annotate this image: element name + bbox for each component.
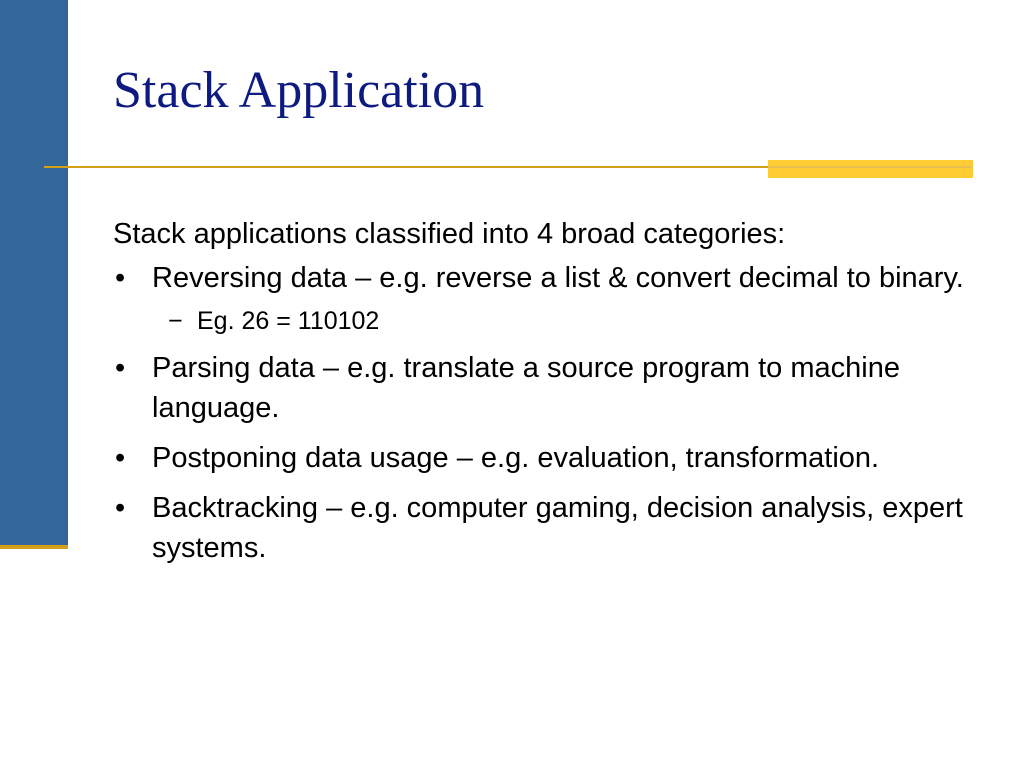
slide-title: Stack Application — [113, 62, 485, 119]
bullet-marker: • — [115, 442, 126, 474]
bullet-marker: • — [115, 262, 126, 294]
bullet-text: Postponing data usage – e.g. evaluation, transformation. — [152, 442, 880, 474]
bullet-text: Parsing data – e.g. translate a source program to machine language. — [152, 352, 900, 424]
bullet-item-postponing — [113, 438, 983, 478]
sub-bullet-marker: − — [168, 307, 183, 335]
bullet-text: Backtracking – e.g. computer gaming, decision analysis, expert systems. — [152, 492, 963, 564]
sub-bullet-text: Eg. 26 = 110102 — [197, 307, 380, 335]
sub-bullet-item-example — [113, 304, 983, 338]
bullet-item-parsing — [113, 348, 983, 428]
bullet-item-reversing — [113, 258, 983, 298]
slide-body — [113, 214, 983, 578]
bullet-marker: • — [115, 492, 126, 524]
title-divider — [44, 166, 770, 168]
bullet-text: Reversing data – e.g. reverse a list & convert decimal to binary. — [152, 262, 964, 294]
bullet-item-backtracking — [113, 488, 983, 568]
title-divider-accent-line — [768, 166, 973, 168]
intro-text: Stack applications classified into 4 broad categories: — [113, 218, 786, 250]
left-accent-bar — [0, 0, 68, 545]
left-bar-underline — [0, 545, 68, 549]
title-divider-accent — [768, 160, 973, 178]
bullet-marker: • — [115, 352, 126, 384]
